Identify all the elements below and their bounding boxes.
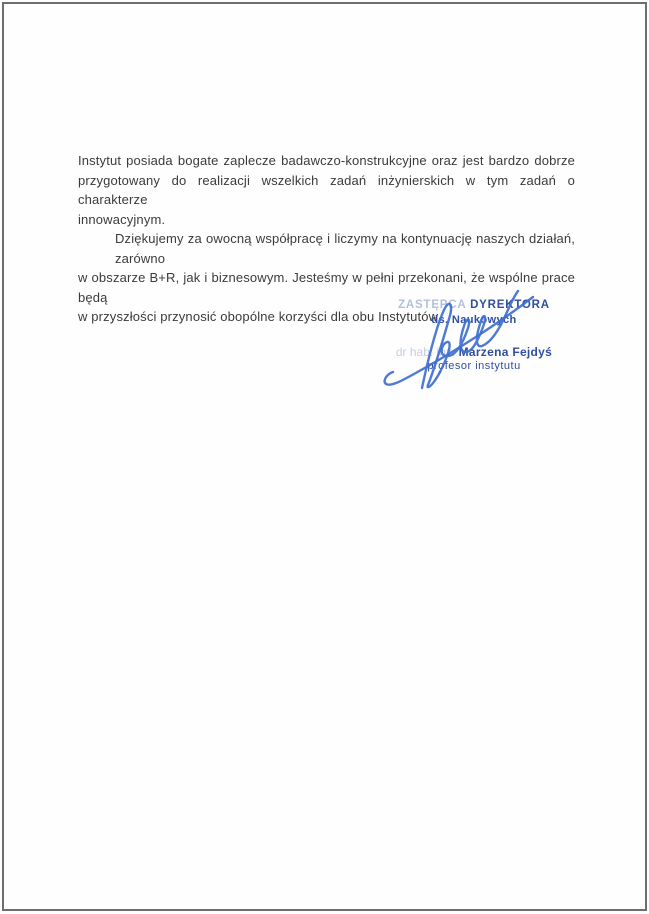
scan-edge-border xyxy=(2,2,647,911)
stamp-name: Marzena Fejdyś xyxy=(458,345,553,359)
signature-stroke-diagonal xyxy=(385,297,533,385)
stamp-role: profesor instytutu xyxy=(427,360,521,372)
stamp-department: ds. Naukowych xyxy=(431,314,517,326)
body-line: Instytut posiada bogate zaplecze badawczo-konstrukcyjne oraz jest bardzo dobrze xyxy=(78,153,575,168)
body-line: w przyszłości przynosić obopólne korzyści dla obu Instytutów. xyxy=(78,309,442,324)
stamp-name-prefix: dr hab. inż. xyxy=(395,345,456,359)
stamp-title-faded-part: ZASTĘPCA xyxy=(398,299,467,311)
signature-stroke-loop xyxy=(422,304,451,388)
signature-stroke-letters xyxy=(440,291,518,372)
body-line: w obszarze B+R, jak i biznesowym. Jesteśmy w pełni przekonani, że wspólne prace będą xyxy=(78,270,575,305)
body-line: przygotowany do realizacji wszelkich zadań inżynierskich w tym zadań o charakterze xyxy=(78,172,575,207)
handwritten-signature xyxy=(370,284,570,399)
stamp-title-main-part: DYREKTORA xyxy=(470,299,550,311)
body-line: innowacyjnym. xyxy=(78,211,166,227)
body-line: Dziękujemy za owocną współpracę i liczymy na kontynuację naszych działań, zarówno xyxy=(115,231,575,266)
